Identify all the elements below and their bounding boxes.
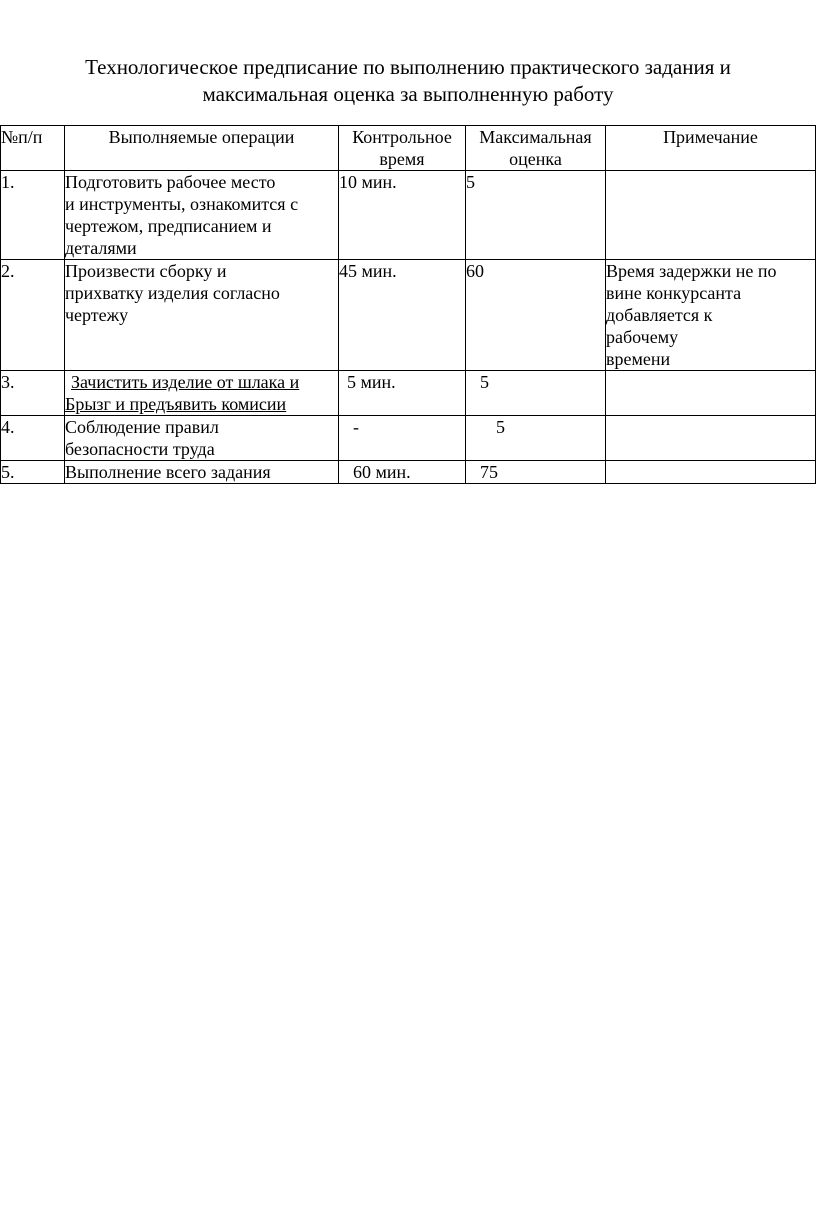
table-row bbox=[1, 461, 816, 484]
control-time-value: 5 мин. bbox=[347, 372, 396, 392]
header-max-score-line-1: Максимальная bbox=[479, 127, 592, 147]
table-row bbox=[1, 260, 816, 371]
row-operation bbox=[65, 416, 339, 461]
note-line: рабочему bbox=[606, 327, 679, 347]
operation-line: Соблюдение правил bbox=[65, 417, 219, 437]
header-control-time-line-1: Контрольное bbox=[352, 127, 452, 147]
note-line: добавляется к bbox=[606, 305, 713, 325]
row-number: 4. bbox=[1, 416, 65, 461]
note-line: Время задержки не по bbox=[606, 261, 777, 281]
row-max-score bbox=[466, 461, 606, 484]
row-control-time: 10 мин. bbox=[339, 171, 466, 260]
header-max-score bbox=[466, 126, 606, 171]
operation-line: Зачистить изделие от шлака и bbox=[71, 372, 300, 392]
row-note bbox=[606, 171, 816, 260]
table-header-row bbox=[1, 126, 816, 171]
row-control-time bbox=[339, 371, 466, 416]
row-operation bbox=[65, 171, 339, 260]
table-row bbox=[1, 416, 816, 461]
table-row bbox=[1, 171, 816, 260]
row-max-score bbox=[466, 371, 606, 416]
title-line-1: Технологическое предписание по выполнению практического задания и bbox=[85, 55, 731, 79]
note-line: времени bbox=[606, 349, 671, 369]
control-time-value: - bbox=[353, 417, 359, 437]
row-note bbox=[606, 260, 816, 371]
row-max-score bbox=[466, 416, 606, 461]
header-control-time-line-2: время bbox=[379, 149, 425, 169]
header-control-time bbox=[339, 126, 466, 171]
row-note bbox=[606, 461, 816, 484]
operation-line: Подготовить рабочее место bbox=[65, 172, 276, 192]
assessment-table bbox=[0, 125, 816, 484]
row-operation bbox=[65, 260, 339, 371]
operation-line: и инструменты, ознакомится с bbox=[65, 194, 299, 214]
row-operation bbox=[65, 371, 339, 416]
row-number: 1. bbox=[1, 171, 65, 260]
row-number: 3. bbox=[1, 371, 65, 416]
operation-line: чертежом, предписанием и bbox=[65, 216, 272, 236]
row-control-time: 45 мин. bbox=[339, 260, 466, 371]
note-line: вине конкурсанта bbox=[606, 283, 742, 303]
document-title bbox=[0, 54, 816, 108]
operation-line: Брызг и предъявить комисии bbox=[65, 394, 287, 414]
row-max-score: 5 bbox=[466, 171, 606, 260]
max-score-value: 75 bbox=[480, 462, 498, 482]
header-max-score-line-2: оценка bbox=[509, 149, 562, 169]
table-row bbox=[1, 371, 816, 416]
row-number: 5. bbox=[1, 461, 65, 484]
row-control-time bbox=[339, 461, 466, 484]
title-line-2: максимальная оценка за выполненную работу bbox=[202, 82, 614, 106]
row-operation bbox=[65, 461, 339, 484]
max-score-value: 5 bbox=[480, 372, 489, 392]
operation-line: прихватку изделия согласно bbox=[65, 283, 280, 303]
operation-line: безопасности труда bbox=[65, 439, 215, 459]
row-note bbox=[606, 371, 816, 416]
control-time-value: 60 мин. bbox=[353, 462, 411, 482]
max-score-value: 5 bbox=[496, 417, 505, 437]
header-number: №п/п bbox=[1, 126, 65, 171]
row-number: 2. bbox=[1, 260, 65, 371]
operation-line: Выполнение всего задания bbox=[65, 462, 271, 482]
row-control-time bbox=[339, 416, 466, 461]
header-note: Примечание bbox=[606, 126, 816, 171]
row-note bbox=[606, 416, 816, 461]
operation-line: деталями bbox=[65, 238, 137, 258]
header-operation: Выполняемые операции bbox=[65, 126, 339, 171]
operation-line: Произвести сборку и bbox=[65, 261, 227, 281]
row-max-score: 60 bbox=[466, 260, 606, 371]
operation-line: чертежу bbox=[65, 305, 129, 325]
